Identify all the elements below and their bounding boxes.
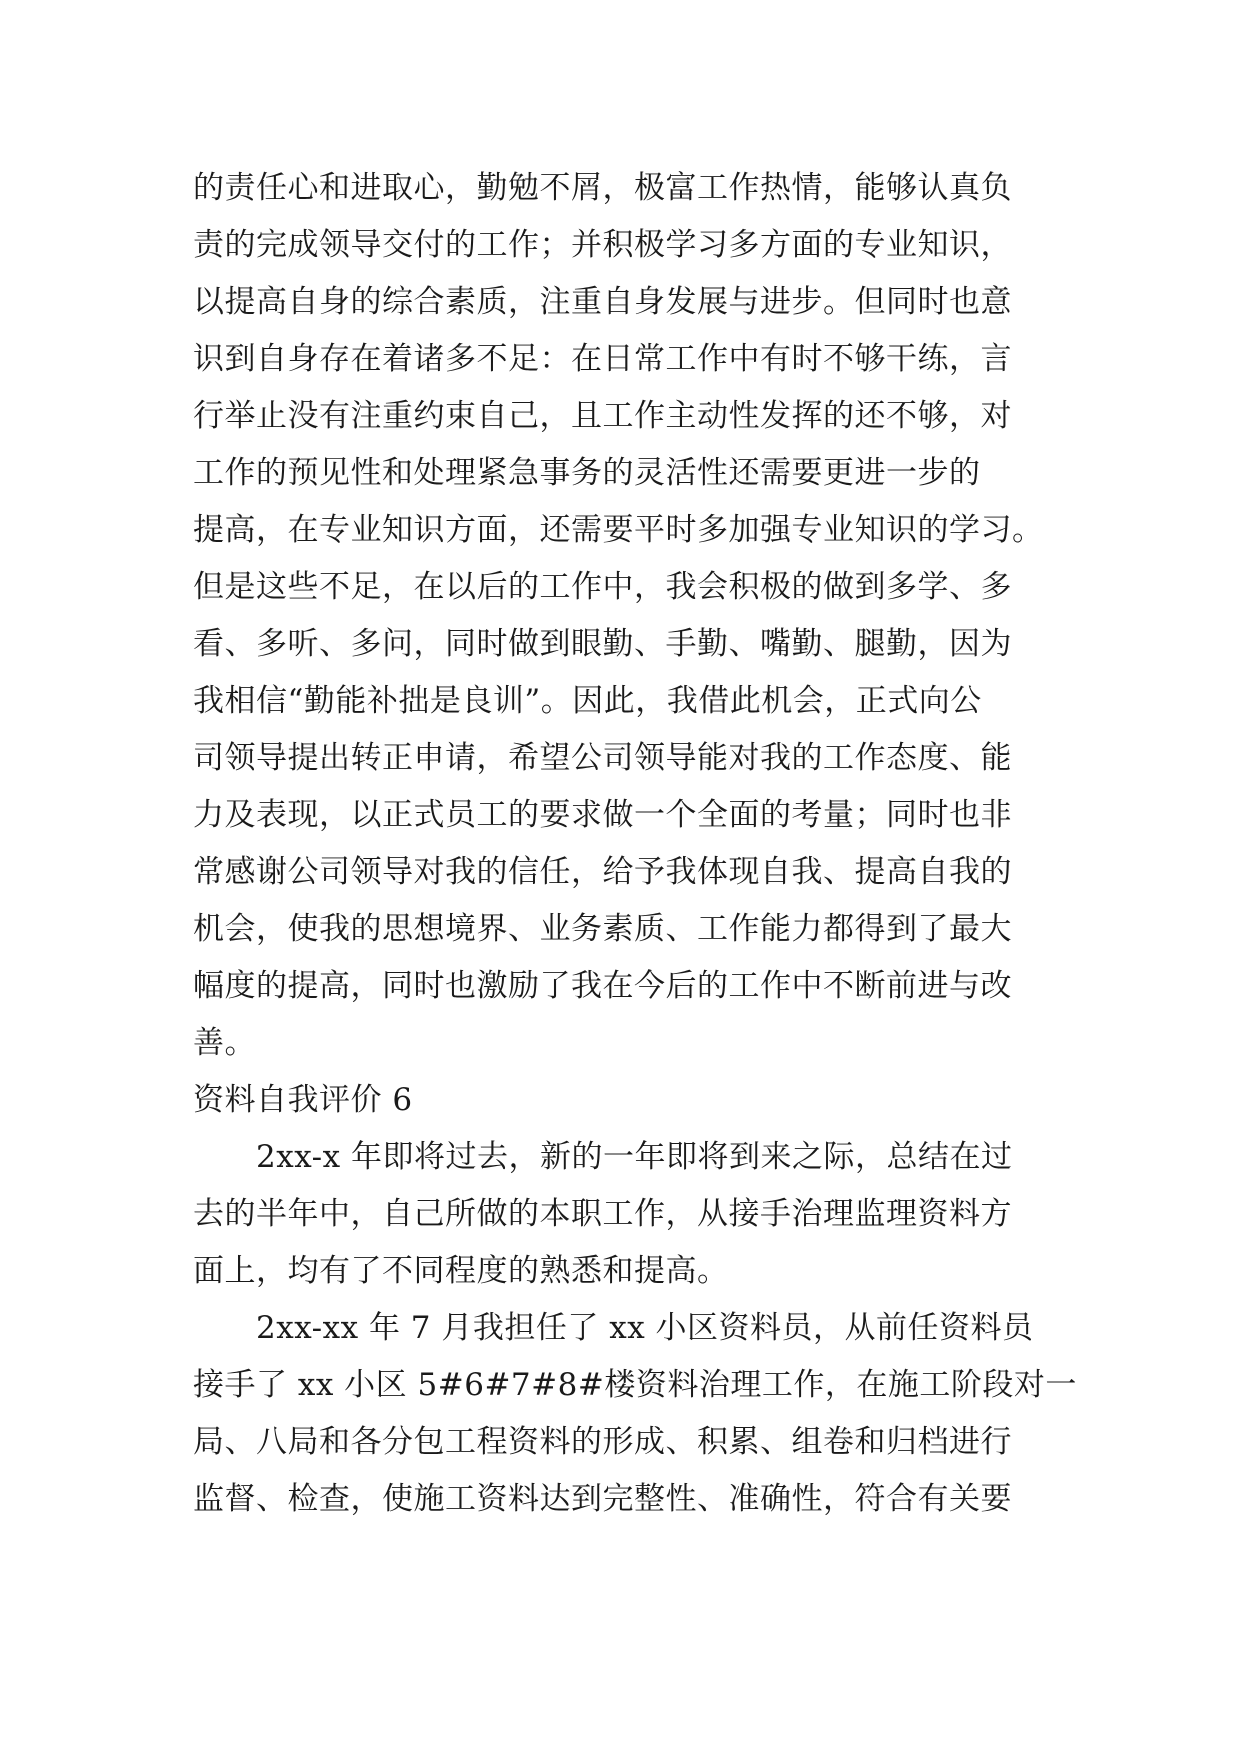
- text-line: 识到自身存在着诸多不足：在日常工作中有时不够干练，言: [193, 341, 1012, 377]
- text-line: 我相信“勤能补拙是良训”。因此，我借此机会，正式向公: [193, 683, 982, 719]
- text-line: 监督、检查，使施工资料达到完整性、准确性，符合有关要: [193, 1481, 1012, 1517]
- text-line: 行举止没有注重约束自己，且工作主动性发挥的还不够，对: [193, 398, 1012, 434]
- text-line: 幅度的提高，同时也激励了我在今后的工作中不断前进与改: [193, 968, 1012, 1004]
- text-line: 面上，均有了不同程度的熟悉和提高。: [193, 1253, 729, 1289]
- text-line: 局、八局和各分包工程资料的形成、积累、组卷和归档进行: [193, 1424, 1012, 1460]
- text-line: 提高，在专业知识方面，还需要平时多加强专业知识的学习。: [193, 512, 1044, 548]
- text-line: 但是这些不足，在以后的工作中，我会积极的做到多学、多: [193, 569, 1012, 605]
- text-line: 善。: [193, 1025, 256, 1061]
- text-line: 2xx-xx 年 7 月我担任了 xx 小区资料员，从前任资料员: [193, 1310, 1034, 1346]
- text-line: 去的半年中，自己所做的本职工作，从接手治理监理资料方: [193, 1196, 1012, 1232]
- text-line: 的责任心和进取心，勤勉不屑，极富工作热情，能够认真负: [193, 170, 1012, 206]
- text-line: 责的完成领导交付的工作；并积极学习多方面的专业知识，: [193, 227, 1012, 263]
- text-line: 司领导提出转正申请，希望公司领导能对我的工作态度、能: [193, 740, 1012, 776]
- text-line: 2xx-x 年即将过去，新的一年即将到来之际，总结在过: [193, 1139, 1013, 1175]
- text-line: 工作的预见性和处理紧急事务的灵活性还需要更进一步的: [193, 455, 981, 491]
- text-line: 接手了 xx 小区 5#6#7#8#楼资料治理工作，在施工阶段对一: [193, 1367, 1077, 1403]
- text-line: 力及表现，以正式员工的要求做一个全面的考量；同时也非: [193, 797, 1012, 833]
- text-line: 看、多听、多问，同时做到眼勤、手勤、嘴勤、腿勤，因为: [193, 626, 1012, 662]
- section-heading: 资料自我评价 6: [193, 1082, 413, 1118]
- text-line: 以提高自身的综合素质，注重自身发展与进步。但同时也意: [193, 284, 1012, 320]
- text-line: 机会，使我的思想境界、业务素质、工作能力都得到了最大: [193, 911, 1012, 947]
- text-line: 常感谢公司领导对我的信任，给予我体现自我、提高自我的: [193, 854, 1012, 890]
